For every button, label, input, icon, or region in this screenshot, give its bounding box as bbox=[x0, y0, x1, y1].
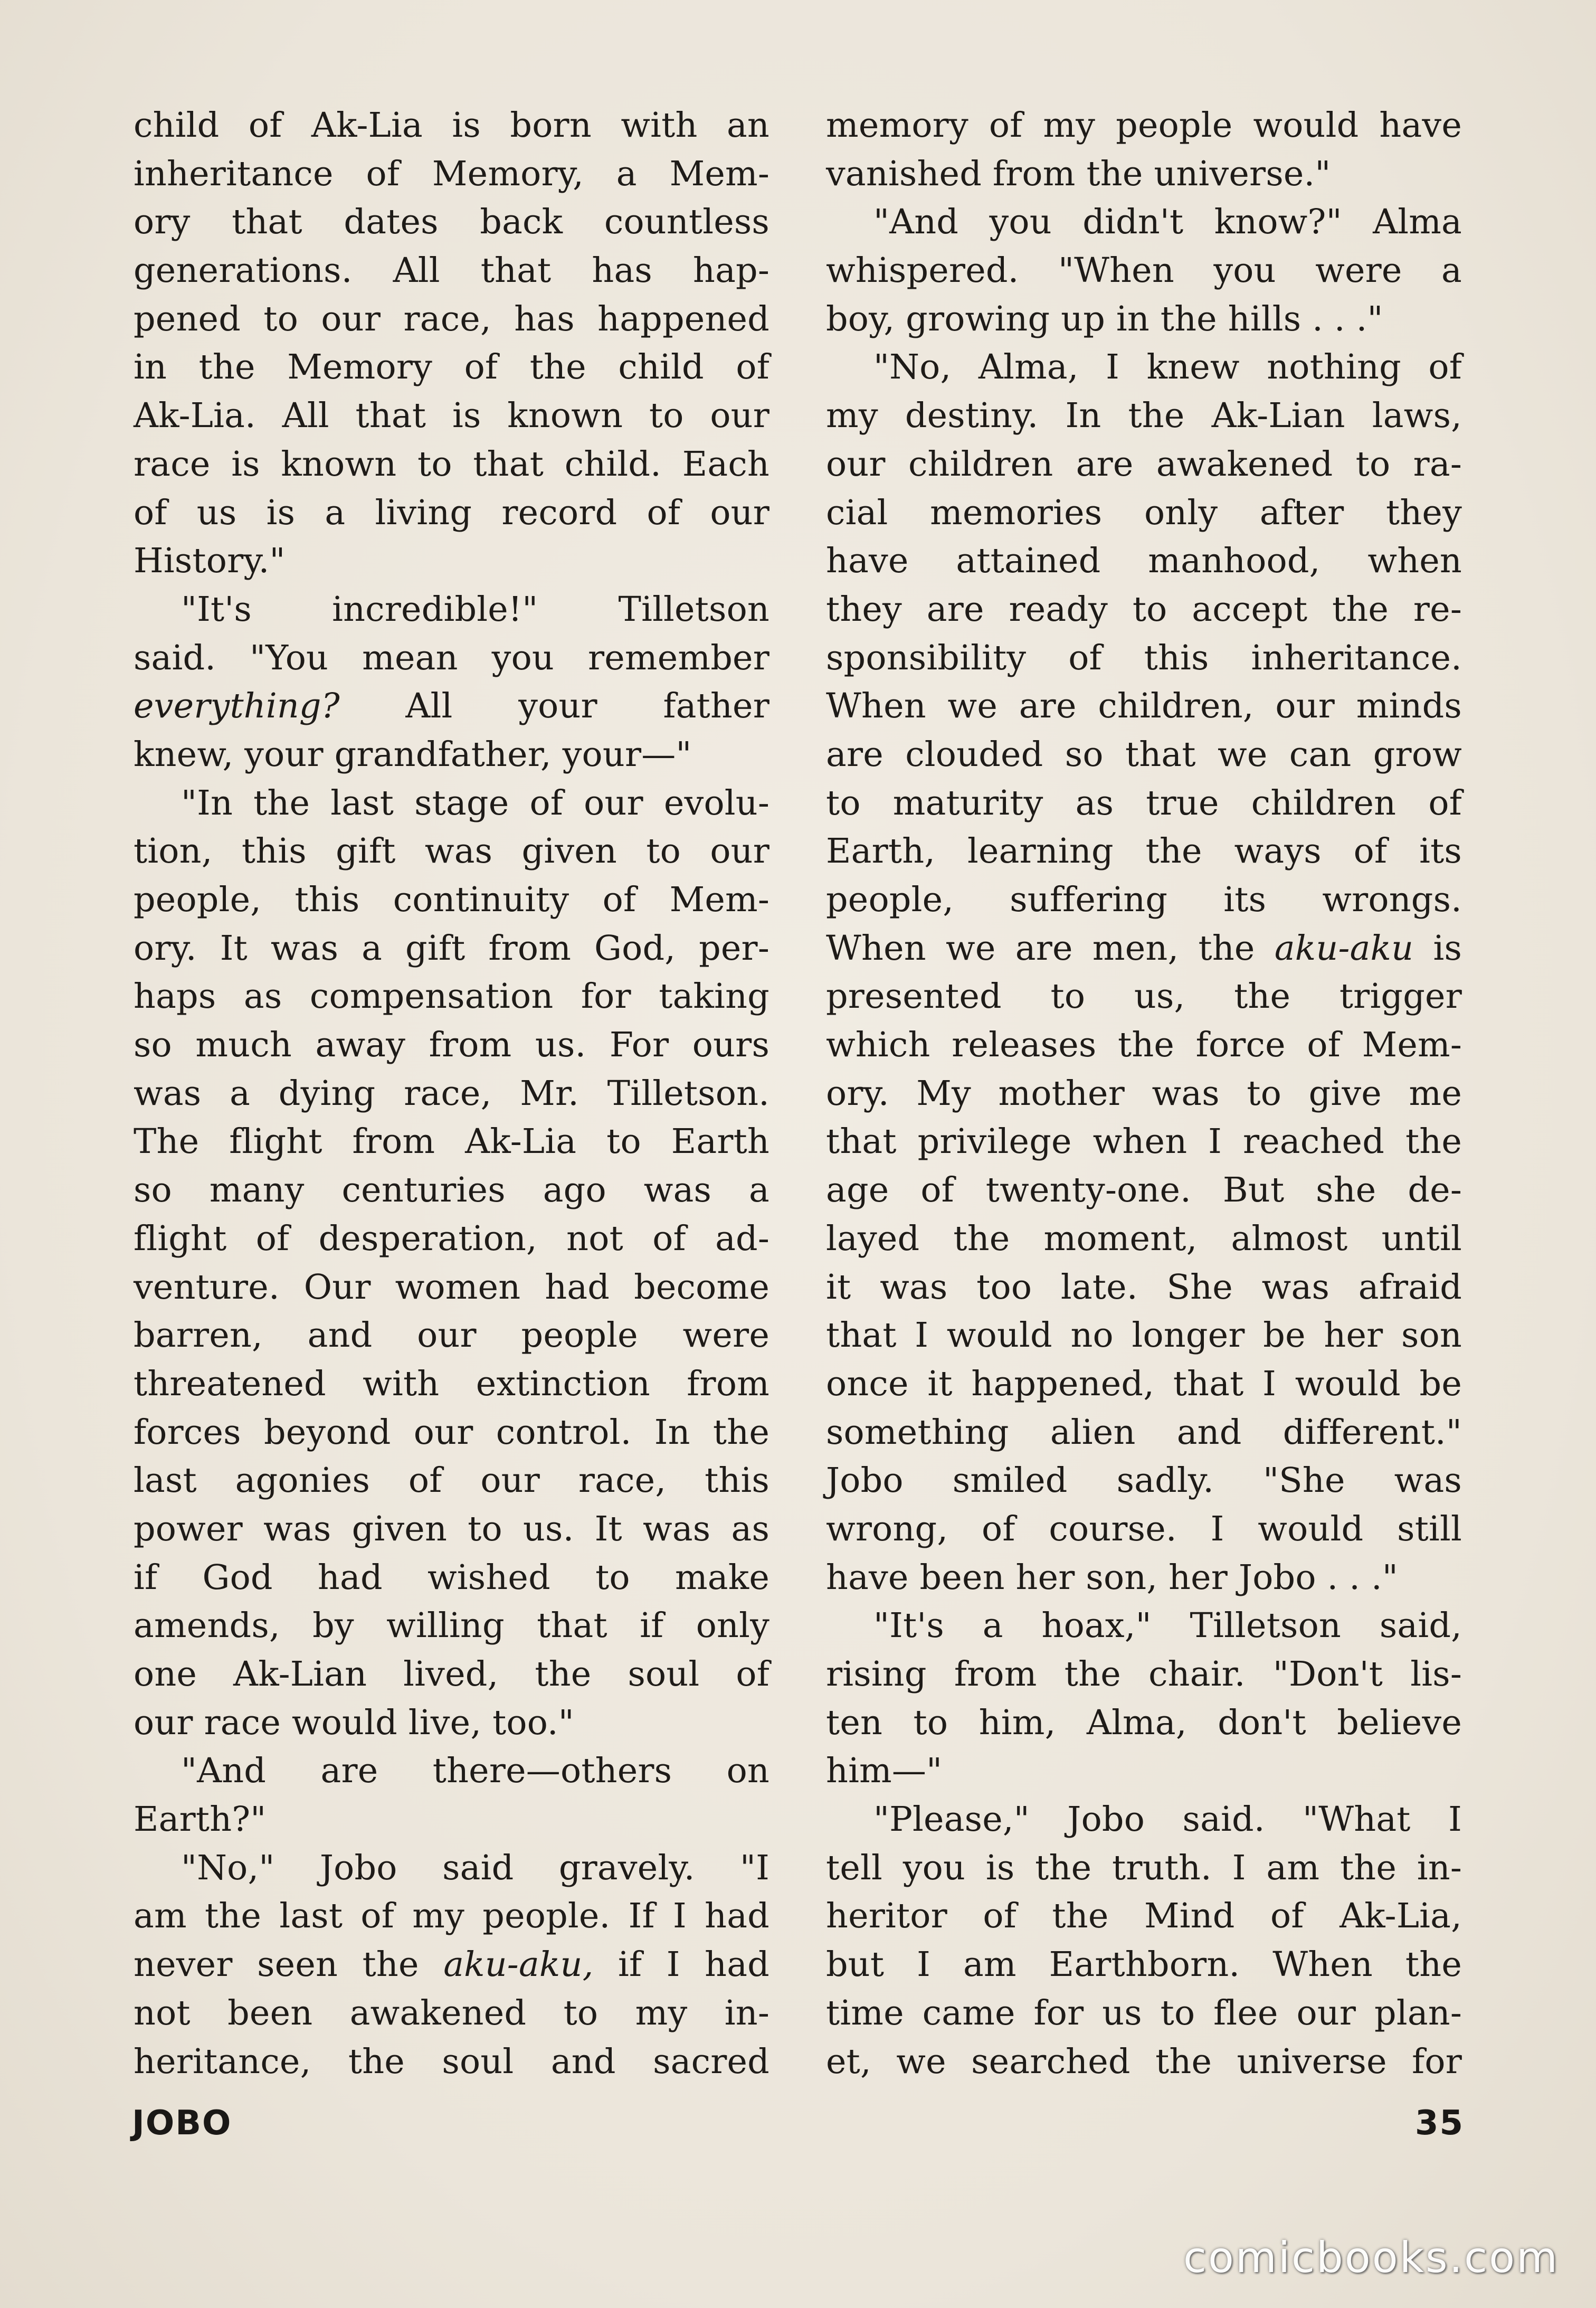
text-line: in the Memory of the child of bbox=[134, 347, 770, 387]
text-line: Earth, learning the ways of its bbox=[826, 831, 1462, 872]
text-line: our children are awakened to ra- bbox=[826, 444, 1462, 484]
text-line: that I would no longer be her son bbox=[826, 1316, 1462, 1356]
text-line: ory. It was a gift from God, per- bbox=[134, 928, 770, 968]
text-line: Ak-Lia. All that is known to our bbox=[134, 396, 770, 436]
text-line: "And are there—others on bbox=[181, 1751, 770, 1791]
text-line: to maturity as true children of bbox=[826, 783, 1462, 823]
text-line: flight of desperation, not of ad- bbox=[134, 1218, 770, 1259]
text-line: heritance, the soul and sacred bbox=[134, 2041, 770, 2082]
text-line: which releases the force of Mem- bbox=[826, 1025, 1462, 1065]
text-line: everything? All your father bbox=[134, 686, 770, 726]
text-line: threatened with extinction from bbox=[134, 1364, 770, 1404]
text-line: Jobo smiled sadly. "She was bbox=[826, 1461, 1462, 1501]
text-line: my destiny. In the Ak-Lian laws, bbox=[826, 396, 1462, 436]
text-line: was a dying race, Mr. Tilletson. bbox=[134, 1073, 770, 1113]
text-line: ory. My mother was to give me bbox=[826, 1073, 1462, 1113]
text-column-right bbox=[826, 101, 1462, 2086]
text-line: "No, Alma, I knew nothing of bbox=[873, 347, 1462, 387]
text-line: generations. All that has hap- bbox=[134, 251, 770, 291]
text-line: wrong, of course. I would still bbox=[826, 1509, 1462, 1549]
text-line: boy, growing up in the hills . . ." bbox=[826, 299, 1383, 339]
text-line: race is known to that child. Each bbox=[134, 444, 770, 484]
text-line: sponsibility of this inheritance. bbox=[826, 638, 1462, 678]
text-line: people, suffering its wrongs. bbox=[826, 880, 1462, 920]
text-line: "It's incredible!" Tilletson bbox=[181, 589, 770, 629]
text-line: inheritance of Memory, a Mem- bbox=[134, 154, 770, 194]
text-line: tell you is the truth. I am the in- bbox=[826, 1848, 1462, 1888]
text-column-left bbox=[134, 101, 770, 2086]
text-line: of us is a living record of our bbox=[134, 493, 770, 533]
text-line: so much away from us. For ours bbox=[134, 1025, 770, 1065]
text-line: presented to us, the trigger bbox=[826, 977, 1462, 1017]
text-line: "And you didn't know?" Alma bbox=[873, 202, 1462, 242]
text-line: pened to our race, has happened bbox=[134, 299, 770, 339]
text-line: rising from the chair. "Don't lis- bbox=[826, 1654, 1462, 1694]
page-number: 35 bbox=[1414, 2104, 1464, 2143]
text-line: that privilege when I reached the bbox=[826, 1122, 1462, 1162]
text-line: they are ready to accept the re- bbox=[826, 589, 1462, 629]
italic-text: aku-aku, bbox=[443, 1945, 594, 1985]
text-line: one Ak-Lian lived, the soul of bbox=[134, 1654, 770, 1694]
text-line: venture. Our women had become bbox=[134, 1267, 770, 1307]
italic-text: everything? bbox=[134, 686, 340, 726]
text-line: tion, this gift was given to our bbox=[134, 831, 770, 872]
running-title: JOBO bbox=[132, 2104, 232, 2143]
text-line: power was given to us. It was as bbox=[134, 1509, 770, 1549]
text-line: child of Ak-Lia is born with an bbox=[134, 106, 770, 145]
text-line: ory that dates back countless bbox=[134, 202, 770, 242]
italic-text: aku-aku bbox=[1274, 928, 1414, 968]
text-line: said. "You mean you remember bbox=[134, 638, 770, 678]
text-line: age of twenty-one. But she de- bbox=[826, 1170, 1462, 1210]
text-line: "Please," Jobo said. "What I bbox=[873, 1800, 1462, 1840]
text-line: if God had wished to make bbox=[134, 1557, 770, 1597]
text-line: vanished from the universe." bbox=[826, 154, 1331, 194]
text-line: cial memories only after they bbox=[826, 493, 1462, 533]
text-line: "In the last stage of our evolu- bbox=[181, 783, 770, 823]
text-line: whispered. "When you were a bbox=[826, 251, 1462, 291]
text-line: haps as compensation for taking bbox=[134, 977, 770, 1017]
text-line: Earth?" bbox=[134, 1800, 267, 1840]
text-line: et, we searched the universe for bbox=[826, 2041, 1462, 2082]
text-line: "No," Jobo said gravely. "I bbox=[181, 1848, 770, 1888]
text-line: History." bbox=[134, 541, 286, 581]
text-line: When we are children, our minds bbox=[826, 686, 1462, 726]
watermark: comicbooks.com bbox=[1183, 2233, 1559, 2282]
text-line: last agonies of our race, this bbox=[134, 1461, 770, 1501]
text-line: "It's a hoax," Tilletson said, bbox=[873, 1606, 1462, 1646]
text-line: layed the moment, almost until bbox=[826, 1218, 1462, 1259]
text-line: something alien and different." bbox=[826, 1412, 1462, 1452]
text-line: him—" bbox=[826, 1751, 943, 1791]
text-line: ten to him, Alma, don't believe bbox=[826, 1702, 1462, 1743]
text-line: once it happened, that I would be bbox=[826, 1364, 1462, 1404]
text-line: heritor of the Mind of Ak-Lia, bbox=[826, 1896, 1462, 1936]
text-line: it was too late. She was afraid bbox=[826, 1267, 1462, 1307]
text-line: have attained manhood, when bbox=[826, 541, 1462, 581]
text-line: memory of my people would have bbox=[826, 106, 1462, 145]
text-line: not been awakened to my in- bbox=[134, 1993, 770, 2033]
text-line: When we are men, the aku-aku is bbox=[826, 928, 1462, 968]
text-line: never seen the aku-aku, if I had bbox=[134, 1945, 770, 1985]
text-line: amends, by willing that if only bbox=[134, 1606, 770, 1646]
text-line: barren, and our people were bbox=[134, 1316, 770, 1356]
text-line: am the last of my people. If I had bbox=[134, 1896, 770, 1936]
text-line: our race would live, too." bbox=[134, 1702, 574, 1743]
text-line: forces beyond our control. In the bbox=[134, 1412, 770, 1452]
text-line: so many centuries ago was a bbox=[134, 1170, 770, 1210]
text-line: but I am Earthborn. When the bbox=[826, 1945, 1462, 1985]
text-line: have been her son, her Jobo . . ." bbox=[826, 1557, 1398, 1597]
text-line: time came for us to flee our plan- bbox=[826, 1993, 1462, 2033]
text-line: people, this continuity of Mem- bbox=[134, 880, 770, 920]
text-line: The flight from Ak-Lia to Earth bbox=[134, 1122, 770, 1162]
text-line: are clouded so that we can grow bbox=[826, 734, 1462, 774]
text-line: knew, your grandfather, your—" bbox=[134, 734, 692, 774]
